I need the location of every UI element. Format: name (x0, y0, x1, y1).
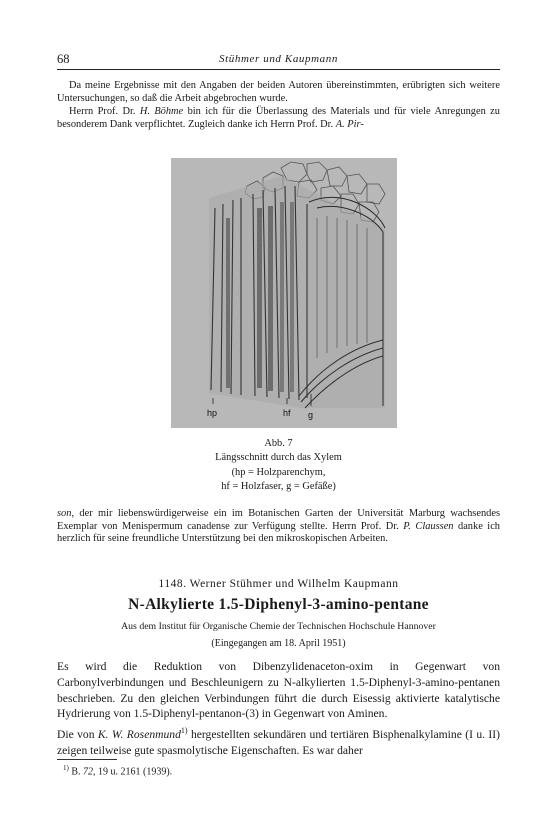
author-name-pirson-end: son (57, 508, 72, 519)
intro-text-1: Da meine Ergebnisse mit den Angaben der beiden Autoren übereinstimmten, erübrigten sich weitere Untersuchungen, so daß die Arbeit abgebrochen wurde. (57, 80, 500, 104)
article-text-2a: Die von (57, 727, 98, 741)
intro-text-2a: Herrn Prof. Dr. (69, 106, 140, 117)
article-institute: Aus dem Institut für Organische Chemie der Technischen Hochschule Hannover (121, 621, 436, 632)
figure-caption-title: Abb. 7 (264, 438, 293, 449)
figure-caption-line-2: (hp = Holzparenchym, (231, 467, 326, 478)
header-rule (57, 69, 500, 70)
intro-paragraph-2 (57, 106, 500, 131)
intro-paragraph-1 (57, 80, 500, 105)
figure-label-g: g (308, 410, 314, 420)
author-name-claussen: P. Claussen (403, 520, 454, 532)
article-received-date: (Eingegangen am 18. April 1951) (211, 638, 346, 649)
figure-caption-line-3: hf = Holzfaser, g = Gefäße) (221, 481, 336, 492)
page-number: 68 (57, 52, 70, 66)
article-text-2b: hergestellten sekundären und tertiären Bisphenalkylamine (I u. II) zeigen teilweise gute spasmolytische Eigenschaften. Es war daher (57, 727, 500, 757)
figure-label-hf: hf (283, 408, 291, 418)
author-name-rosenmund: K. W. Rosenmund (97, 727, 181, 741)
author-name-pir: A. Pir- (335, 118, 364, 130)
author-name-boehme: H. Böhme (139, 106, 184, 117)
article-paragraph-2 (57, 723, 500, 758)
xylem-micrograph-drawing (171, 158, 397, 428)
page-header (57, 52, 500, 70)
footnote-text-b: , 19 u. 2161 (1939). (93, 766, 173, 778)
footnote-marker: 1) (63, 764, 69, 772)
article-paragraph-1 (57, 659, 500, 722)
intro-text-2b: bin ich für die Überlassung des Materials und für viele Anregungen zu besonderem Dank verpflichtet. Zugleich danke ich Herrn Prof. Dr. (57, 106, 500, 130)
footnote-reference: 1) (180, 726, 188, 735)
figure-caption-line-1: Längsschnitt durch das Xylem (215, 452, 342, 463)
footnote (63, 764, 172, 777)
running-head: Stühmer und Kaupmann (219, 53, 338, 65)
footnote-volume: 72 (83, 766, 94, 778)
article-text-1: Es wird die Reduktion von Dibenzylidenaceton-oxim in Gegenwart von Carbonylverbindungen und Beschleunigern zu N-alkylierten 1.5-Diphenyl-3-amino-pentanen beschrieben. Zu den gleichen Verbindungen führt die durch Eisessig aktivierte katalytische Hydrierung von 1.5-Diphenyl-pentanon-(3) in Gegenwart von Aminen. (57, 660, 500, 721)
continuation-text-b: danke ich herzlich für seine freundliche Unterstützung bei den mikroskopischen Arbeiten. (57, 520, 500, 545)
continuation-paragraph (57, 508, 500, 546)
figure-label-hp: hp (207, 408, 218, 418)
footnote-rule (57, 759, 117, 760)
article-title: N-Alkylierte 1.5-Diphenyl-3-amino-pentane (128, 596, 429, 613)
continuation-text-a: , der mir liebenswürdigerweise ein im Botanischen Garten der Universität Marburg wachsendes Exemplar von Menispermum canadense zur Verfügung stellte. Herrn Prof. Dr. (57, 508, 500, 532)
footnote-text-a: B. (71, 766, 84, 778)
xylem-micrograph (171, 158, 397, 428)
article-authors: 1148. Werner Stühmer und Wilhelm Kaupmann (158, 578, 399, 590)
